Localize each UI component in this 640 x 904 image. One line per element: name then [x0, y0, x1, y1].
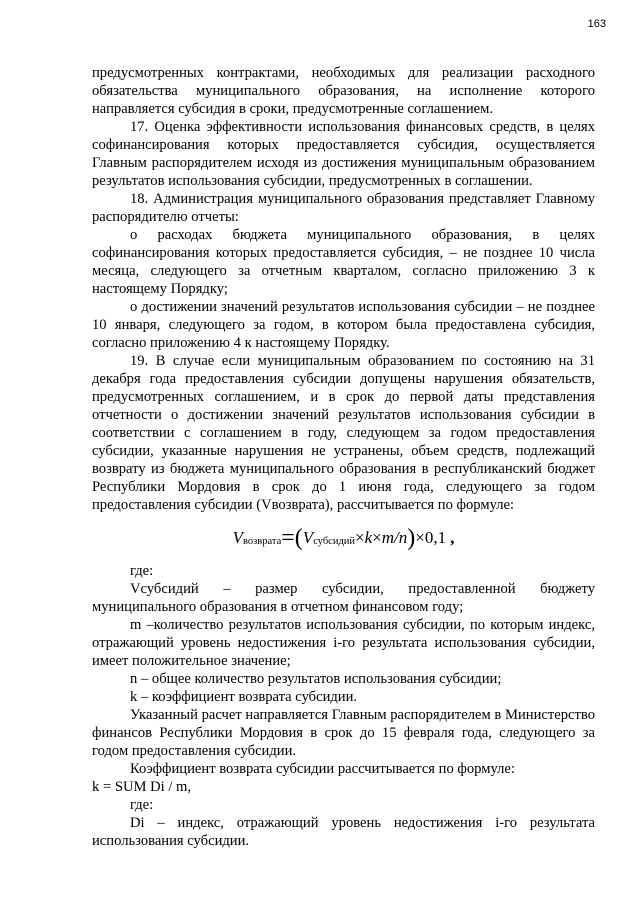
definition-k: k – коэффициент возврата субсидии.	[130, 689, 358, 705]
return-volume-formula	[92, 518, 595, 558]
formula-equals-open: =(	[281, 525, 303, 551]
formula-times-2: ×	[372, 528, 382, 547]
formula-slash: /	[394, 528, 399, 547]
paragraph-item-17: 17. Оценка эффективности использования финансовых средств, в целях софинансирования которых предоставляется субсидия, осуществляется Главным распорядителем исходя из достижения муниципальным образованием результатов использования субсидии, предусмотренных в соглашении.	[92, 119, 595, 189]
paragraph-report-expenses: о расходах бюджета муниципального образования, в целях софинансирования которых предоставляется субсидия, – не позднее 10 числа месяца, следующего за отчетным кварталом, согласно приложению 3 к настоящему Порядку;	[92, 227, 595, 297]
paragraph-item-19: 19. В случае если муниципальным образованием по состоянию на 31 декабря года предоставления субсидии допущены нарушения обязательств, предусмотренных соглашением, и в срок до первой даты представления отчетности о достижении значений результатов использования субсидии в соответствии с соглашением в году, следующем за годом предоставления субсидии, указанные нарушения не устранены, объем средств, подлежащий возврату из бюджета муниципального образования в республиканский бюджет Республики Мордовия в срок до 1 июня года, следующего за годом предоставления субсидии (Vвозврата), рассчитывается по формуле:	[92, 353, 595, 513]
where-label-2: где:	[130, 797, 154, 813]
definition-m: m –количество результатов использования субсидии, по которым индекс, отражающий уровень недостижения i-го результата использования субсидии, имеет положительное значение;	[92, 617, 595, 669]
formula-close-paren: )	[407, 525, 416, 551]
paragraph-calculation-sent: Указанный расчет направляется Главным распорядителем в Министерство финансов Республики Мордовия в срок до 15 февраля года, следующего за годом предоставления субсидии.	[92, 707, 595, 759]
definition-v-subsidy: Vсубсидий – размер субсидии, предоставленной бюджету муниципального образования в отчетном финансовом году;	[92, 581, 595, 615]
coefficient-formula: k = SUM Di / m,	[92, 779, 192, 795]
paragraph-continuation: предусмотренных контрактами, необходимых для реализации расходного обязательства муниципального образования, на исполнение которого направляется субсидия в сроки, предусмотренные соглашением.	[92, 65, 595, 117]
document-body	[92, 64, 595, 850]
paragraph-coefficient-intro: Коэффициент возврата субсидии рассчитывается по формуле:	[130, 761, 515, 777]
formula-tail: ×0,1	[415, 528, 447, 547]
formula-subsidy-subscript: субсидий	[313, 536, 356, 547]
formula-comma: ,	[450, 528, 455, 547]
formula-n: n	[398, 528, 408, 547]
formula-v-symbol-2: V	[302, 528, 314, 547]
paragraph-report-results: о достижении значений результатов использования субсидии – не позднее 10 января, следующего за годом, в котором была предоставлена субсидия, согласно приложению 4 к настоящему Порядку.	[92, 299, 595, 351]
where-label: где:	[130, 563, 154, 579]
formula-times-1: ×	[355, 528, 365, 547]
paragraph-item-18: 18. Администрация муниципального образования представляет Главному распорядителю отчеты:	[92, 191, 595, 225]
definition-di: Di – индекс, отражающий уровень недостижения i-го результата использования субсидии.	[92, 815, 595, 849]
definition-n: n – общее количество результатов использования субсидии;	[130, 671, 502, 687]
formula-m: m	[381, 528, 395, 547]
formula-return-subscript: возврата	[243, 536, 282, 547]
formula-v-symbol: V	[232, 528, 243, 547]
formula-k: k	[364, 528, 373, 547]
page-number: 163	[587, 18, 606, 30]
